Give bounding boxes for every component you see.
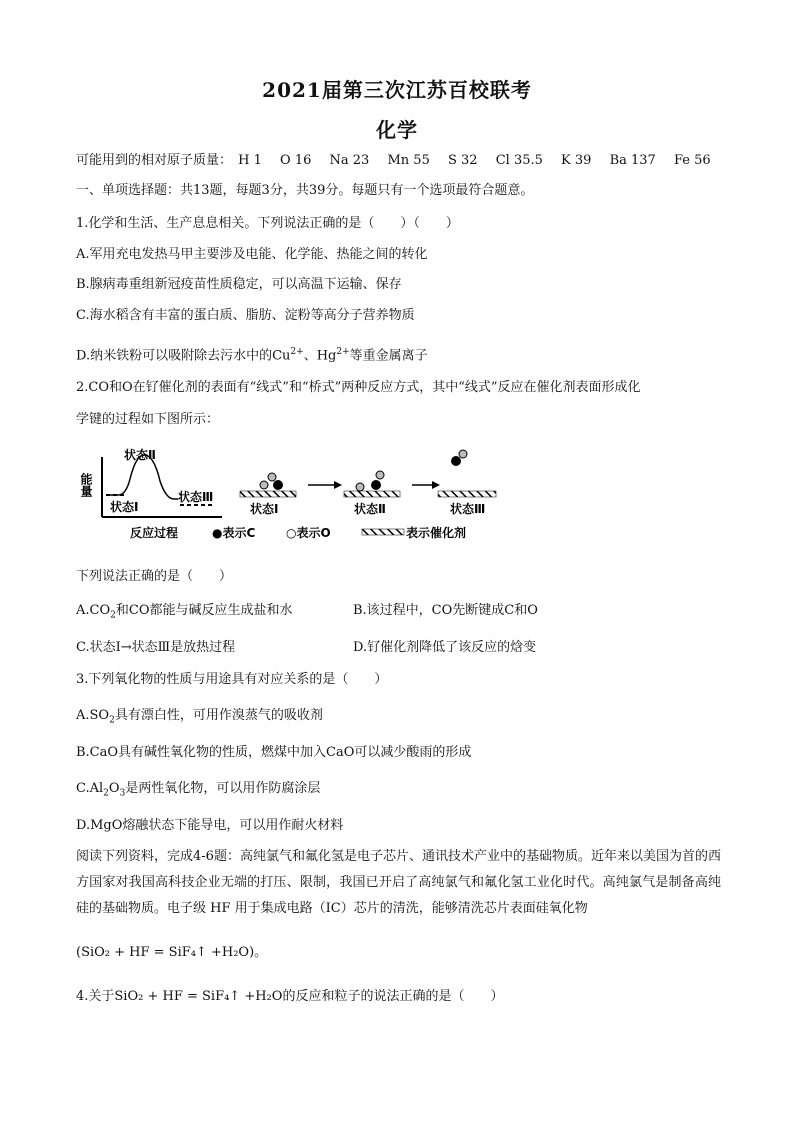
section-heading: 一、单项选择题：共13题，每题3分，共39分。每题只有一个选项最符合题意。 (76, 183, 534, 198)
formula-o: O (108, 781, 120, 796)
arrow-1-head (334, 481, 342, 489)
q2-option-d: D.钌催化剂降低了该反应的焓变 (353, 640, 537, 655)
reading-passage: 阅读下列资料，完成4-6题：高纯氯气和氟化氢是电子芯片、通讯技术产业中的基础物质。近年来以美国为首的西方国家对我国高科技企业无端的打压、限制，我国已开启了高纯氯气和氟化氢工业化时代。高纯氯气是制备高纯硅的基础物质。电子级 HF 用于集成电路（IC）芯片的清洗，能够清洗芯片表面硅氧化物 (76, 849, 721, 916)
q1-d-prefix: D.纳米铁粉可以吸附除去污水中的 (76, 348, 273, 364)
mass-item: Fe 56 (673, 153, 711, 168)
q3-option-a (76, 707, 323, 730)
atom-o (356, 483, 364, 491)
q3-option-c (76, 780, 320, 803)
formula-o-sub: 3 (119, 788, 126, 799)
q2-prompt: 下列说法正确的是（ ） (76, 569, 233, 584)
formula-al-sub: 2 (103, 788, 109, 799)
formula-co: CO (89, 603, 111, 618)
q3-option-b: B.CaO具有碱性氧化物的性质，燃煤中加入CaO可以减少酸雨的形成 (76, 745, 472, 760)
atomic-masses-row (76, 152, 725, 170)
q1-stem: 1.化学和生活、生产息息相关。下列说法正确的是（ ）（ ） (76, 216, 459, 231)
q1-d-sep: 、 (303, 348, 317, 364)
legend-c: ●表示C (212, 526, 256, 540)
panel-label-state2: 状态Ⅱ (354, 502, 386, 516)
catalyst-surface-2 (344, 491, 400, 497)
subject-title: 化学 (376, 118, 418, 142)
legend-o: ○表示O (286, 526, 331, 540)
atom-o (268, 473, 276, 481)
ion-cu: Cu (272, 348, 291, 364)
q3-stem: 3.下列氧化物的性质与用途具有对应关系的是（ ） (76, 672, 388, 687)
q3-a-prefix: A. (76, 708, 90, 723)
q4-suffix: 的反应和粒子的说法正确的是（ ） (282, 989, 504, 1004)
curve-label-state2: 状态Ⅱ (124, 448, 156, 462)
reaction-figure (79, 445, 502, 555)
q1-option-b: B.腺病毒重组新冠疫苗性质稳定，可以高温下运输、保存 (76, 277, 402, 292)
formula-al: Al (89, 781, 104, 796)
exam-title: 2021届第三次江苏百校联考 (262, 78, 532, 102)
curve-label-state3: 状态Ⅲ (178, 490, 214, 504)
q4-stem (76, 988, 503, 1006)
q3-a-suffix: 具有漂白性，可用作溴蒸气的吸收剂 (114, 708, 323, 723)
panel-label-state1: 状态Ⅰ (250, 502, 279, 516)
mass-item: H 1 (238, 153, 262, 168)
ion-hg: Hg (316, 348, 337, 364)
mass-item: S 32 (447, 153, 478, 168)
mass-item: O 16 (280, 153, 312, 168)
mass-item: Ba 137 (609, 153, 656, 168)
curve-label-state1: 状态Ⅰ (110, 500, 139, 514)
q2-a-suffix: 和CO都能与碱反应生成盐和水 (115, 603, 293, 618)
atom-o (260, 481, 268, 489)
catalyst-surface-3 (438, 491, 496, 497)
q1-option-c: C.海水稻含有丰富的蛋白质、脂肪、淀粉等高分子营养物质 (76, 308, 415, 323)
atom-o (459, 450, 467, 458)
q2-option-c: C.状态Ⅰ→状态Ⅲ是放热过程 (76, 640, 236, 655)
q3-c-prefix: C. (76, 781, 90, 796)
q2-stem-line1: 2.CO和O在钌催化剂的表面有“线式”和“桥式”两种反应方式，其中“线式”反应在催化剂表面形成化 (76, 380, 641, 395)
catalyst-surface-1 (240, 491, 296, 497)
q3-option-d: D.MgO熔融状态下能导电，可以用作耐火材料 (76, 818, 344, 833)
atom-c (451, 456, 461, 466)
mass-item: Na 23 (329, 153, 370, 168)
formula-so-sub: 2 (109, 715, 115, 726)
atomic-masses-label: 可能用到的相对原子质量： (76, 153, 233, 168)
q1-d-suffix: 等重金属离子 (349, 348, 428, 364)
q3-c-suffix: 是两性氧化物，可以用作防腐涂层 (125, 781, 321, 796)
x-axis-label: 反应过程 (130, 526, 179, 540)
ion-hg-charge: 2+ (336, 347, 350, 357)
legend-catalyst: 表示催化剂 (406, 526, 467, 540)
mass-item: K 39 (561, 153, 592, 168)
q1-option-a: A.军用充电发热马甲主要涉及电能、化学能、热能之间的转化 (76, 247, 428, 262)
q1-option-d (76, 343, 428, 365)
q2-a-prefix: A. (76, 603, 90, 618)
q4-prefix: 4.关于 (76, 989, 115, 1004)
reading-equation: (SiO₂ + HF = SiF₄↑ +H₂O)。 (76, 945, 268, 960)
y-axis-label: 能量 (79, 473, 93, 497)
q2-stem-line2: 学键的过程如下图所示： (76, 412, 220, 427)
formula-co-sub: 2 (110, 610, 116, 621)
arrow-2-head (432, 481, 440, 489)
legend-catalyst-swatch (362, 529, 404, 535)
atom-c (371, 480, 381, 490)
mass-item: Mn 55 (387, 153, 430, 168)
panel-label-state3: 状态Ⅲ (450, 502, 486, 516)
q4-equation: SiO₂ + HF = SiF₄↑ +H₂O (114, 989, 283, 1004)
formula-so: SO (89, 708, 110, 723)
q2-option-b: B.该过程中，CO先断键成C和O (353, 603, 538, 618)
atom-o (376, 471, 384, 479)
q2-option-a (76, 602, 292, 625)
mass-item: Cl 35.5 (495, 153, 543, 168)
atom-c (273, 480, 283, 490)
ion-cu-charge: 2+ (290, 347, 304, 357)
